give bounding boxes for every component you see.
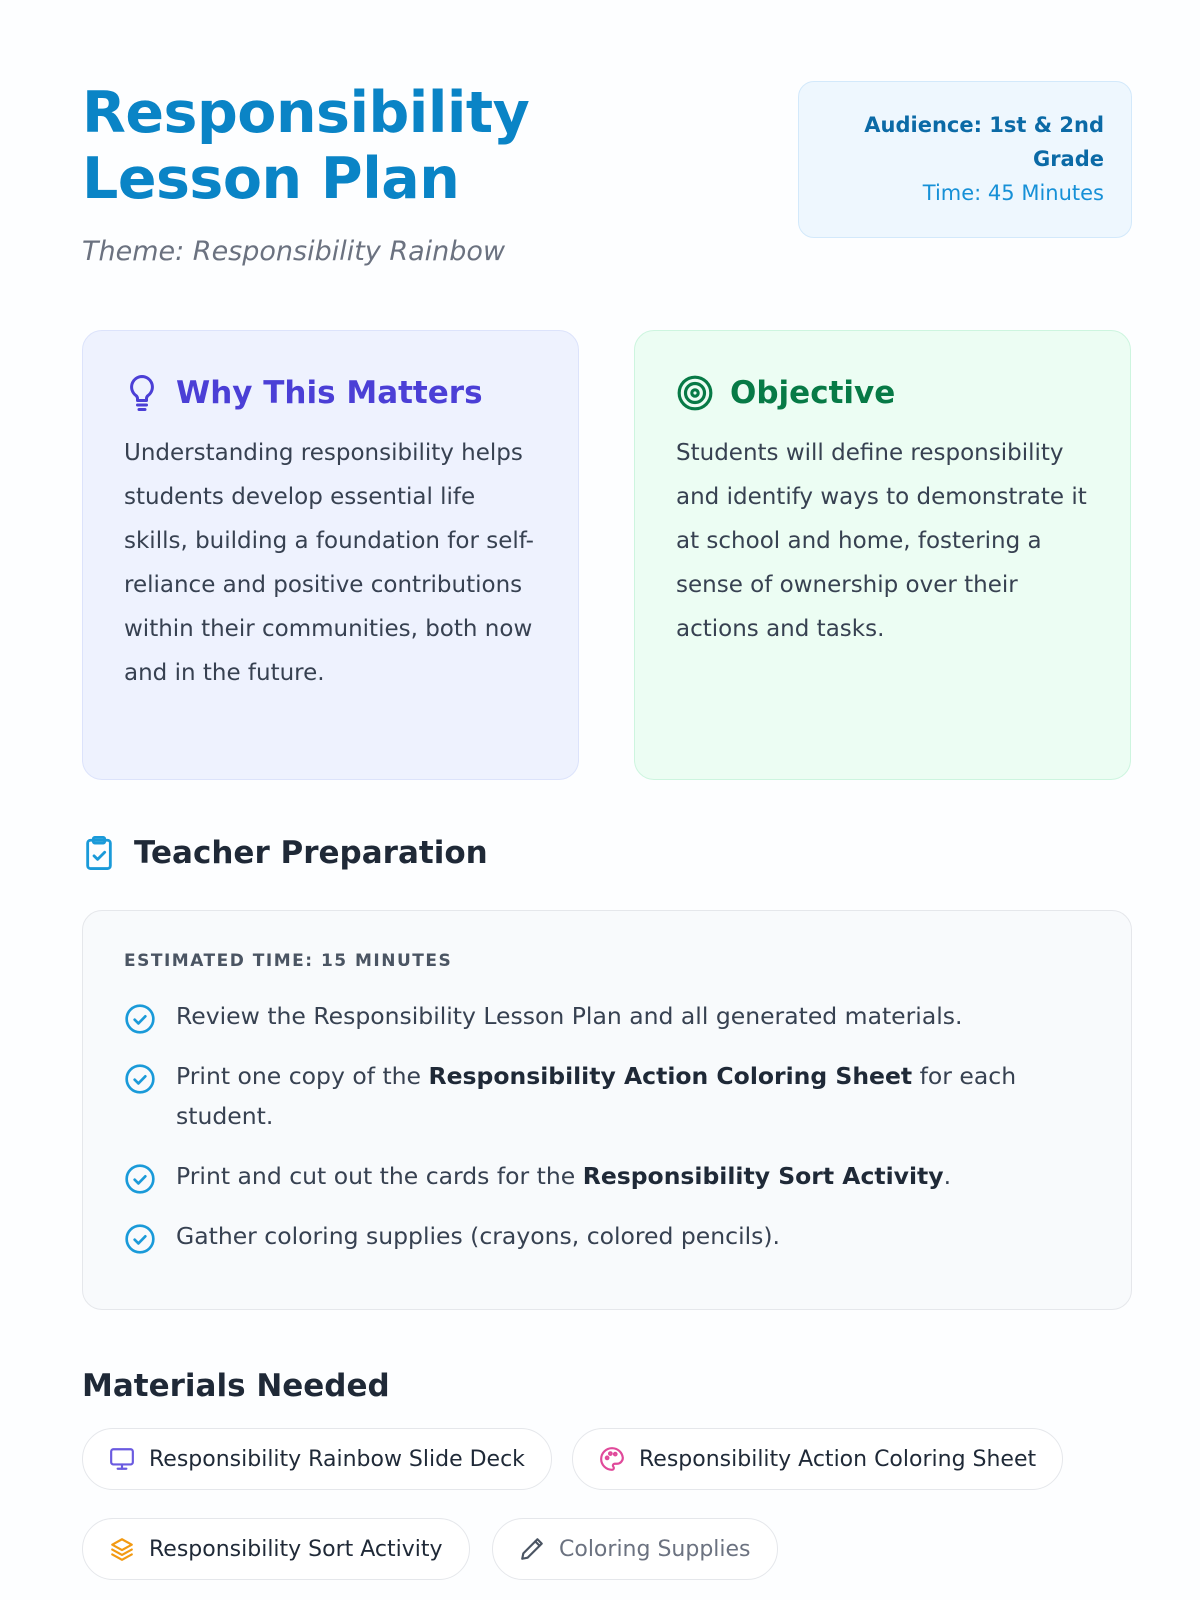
pencil-icon (519, 1536, 545, 1562)
cards-row (82, 330, 1132, 780)
objective-card-text: Students will define responsibility and identify ways to demonstrate it at school and home, fostering a sense of ownership over their actions and tasks. (676, 440, 1087, 642)
prep-task (124, 996, 1091, 1036)
check-circle-icon (124, 1003, 156, 1035)
material-chip-coloring-sheet[interactable] (572, 1428, 1063, 1490)
layers-icon (109, 1536, 135, 1562)
teacher-prep-box (82, 910, 1132, 1310)
prep-task (124, 1056, 1091, 1136)
palette-icon (599, 1446, 625, 1472)
prep-task-text: Print one copy of the Responsibility Action Coloring Sheet for each student. (176, 1062, 1017, 1130)
page-title: Responsibility Lesson Plan (82, 80, 530, 212)
prep-task (124, 1216, 1091, 1256)
check-circle-icon (124, 1223, 156, 1255)
material-chip-slide-deck[interactable] (82, 1428, 552, 1490)
prep-task-text: Print and cut out the cards for the Responsibility Sort Activity. (176, 1162, 952, 1190)
target-icon (676, 374, 714, 412)
material-label: Responsibility Sort Activity (149, 1536, 443, 1562)
prep-task-text: Review the Responsibility Lesson Plan and all generated materials. (176, 1002, 963, 1030)
why-card (82, 330, 579, 780)
monitor-icon (109, 1446, 135, 1472)
header (82, 0, 1132, 300)
objective-card-header (676, 371, 1090, 415)
objective-card-title: Objective (730, 375, 896, 411)
clipboard-check-icon (82, 834, 116, 872)
prep-task (124, 1156, 1091, 1196)
estimated-time: ESTIMATED TIME: 15 MINUTES (124, 951, 453, 971)
info-box (798, 81, 1132, 238)
time-label: Time: 45 Minutes (922, 181, 1104, 205)
prep-task-text: Gather coloring supplies (crayons, colored pencils). (176, 1222, 781, 1250)
check-circle-icon (124, 1063, 156, 1095)
teacher-prep-title: Teacher Preparation (134, 835, 488, 871)
theme-subtitle: Theme: Responsibility Rainbow (82, 236, 506, 267)
prep-task-list (124, 996, 1091, 1256)
objective-card (634, 330, 1131, 780)
why-card-header (124, 371, 538, 415)
materials-title: Materials Needed (82, 1368, 390, 1404)
lightbulb-icon (124, 373, 160, 413)
why-card-text: Understanding responsibility helps students develop essential life skills, building a foundation for self-reliance and positive contributions within their communities, both now and in the future. (124, 440, 534, 686)
teacher-prep-header (82, 834, 488, 872)
check-circle-icon (124, 1163, 156, 1195)
lesson-plan-page (82, 0, 1132, 1562)
material-label: Responsibility Rainbow Slide Deck (149, 1446, 525, 1472)
material-chip-coloring-supplies[interactable] (492, 1518, 778, 1580)
material-label: Responsibility Action Coloring Sheet (639, 1446, 1037, 1472)
material-chip-sort-activity[interactable] (82, 1518, 470, 1580)
audience-label: Audience: 1st & 2nd Grade (864, 113, 1104, 171)
why-card-title: Why This Matters (176, 375, 483, 411)
material-label: Coloring Supplies (559, 1536, 751, 1562)
